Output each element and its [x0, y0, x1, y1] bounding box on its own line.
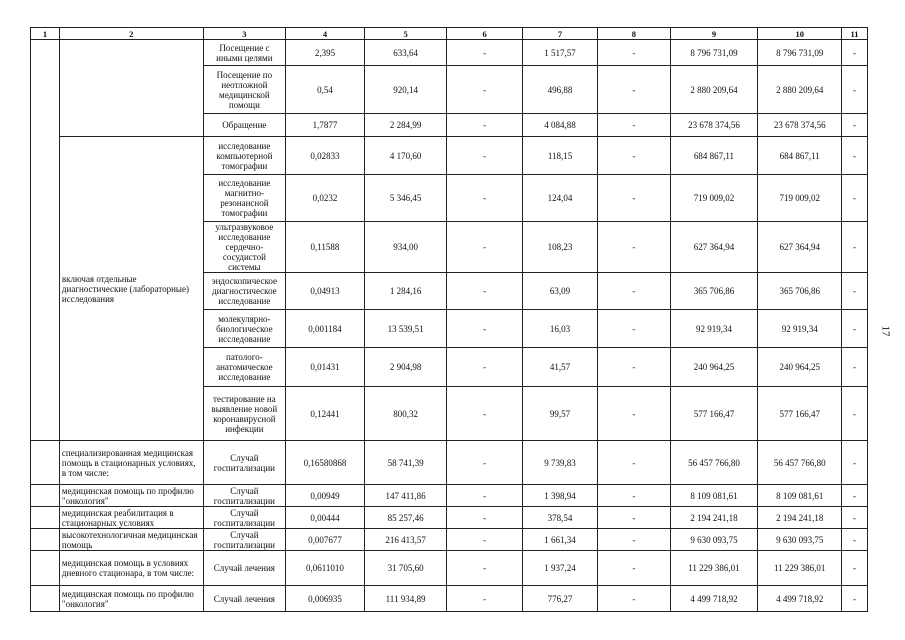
value-cell: 8 109 081,61	[758, 485, 842, 507]
value-cell: -	[447, 387, 522, 441]
value-cell: 365 706,86	[670, 273, 758, 310]
value-cell: -	[842, 485, 868, 507]
value-cell: -	[842, 348, 868, 387]
value-cell: 0,12441	[286, 387, 365, 441]
value-cell: 9 739,83	[522, 441, 597, 485]
value-cell: -	[842, 310, 868, 348]
value-cell: -	[598, 586, 670, 612]
value-cell: 2 194 241,18	[758, 507, 842, 529]
row-label-cell: включая отдельные диагностические (лабораторные) исследования	[59, 137, 203, 441]
value-cell: 627 364,94	[670, 222, 758, 273]
value-cell: 0,007677	[286, 529, 365, 551]
table-row	[31, 586, 868, 612]
value-cell: 577 166,47	[758, 387, 842, 441]
value-cell: -	[447, 586, 522, 612]
value-cell: 684 867,11	[758, 137, 842, 175]
value-cell: -	[842, 529, 868, 551]
column-header: 11	[842, 28, 868, 40]
value-cell: 8 109 081,61	[670, 485, 758, 507]
value-cell: 31 705,60	[364, 551, 447, 586]
unit-cell: молекулярно-биологическое исследование	[203, 310, 286, 348]
value-cell: -	[598, 507, 670, 529]
value-cell: 496,88	[522, 66, 597, 114]
row-number-cell	[31, 507, 60, 529]
value-cell: -	[598, 387, 670, 441]
unit-cell: Случай госпитализации	[203, 529, 286, 551]
value-cell: -	[598, 66, 670, 114]
value-cell: 216 413,57	[364, 529, 447, 551]
value-cell: 0,00444	[286, 507, 365, 529]
unit-cell: Посещение по неотложной медицинской помощи	[203, 66, 286, 114]
table-row	[31, 507, 868, 529]
value-cell: 9 630 093,75	[670, 529, 758, 551]
value-cell: -	[447, 114, 522, 137]
value-cell: -	[842, 507, 868, 529]
value-cell: -	[447, 507, 522, 529]
value-cell: 1 517,57	[522, 40, 597, 66]
value-cell: 4 499 718,92	[758, 586, 842, 612]
unit-cell: эндоскопическое диагностическое исследование	[203, 273, 286, 310]
value-cell: 111 934,89	[364, 586, 447, 612]
value-cell: 0,04913	[286, 273, 365, 310]
value-cell: 240 964,25	[670, 348, 758, 387]
value-cell: 4 084,88	[522, 114, 597, 137]
value-cell: 23 678 374,56	[670, 114, 758, 137]
column-header: 10	[758, 28, 842, 40]
value-cell: 0,001184	[286, 310, 365, 348]
value-cell: -	[447, 310, 522, 348]
value-cell: 0,16580868	[286, 441, 365, 485]
value-cell: -	[447, 66, 522, 114]
row-label-cell: медицинская помощь по профилю "онкология"	[59, 586, 203, 612]
column-header: 9	[670, 28, 758, 40]
value-cell: 1 284,16	[364, 273, 447, 310]
unit-cell: патолого-анатомическое исследование	[203, 348, 286, 387]
unit-cell: Случай лечения	[203, 551, 286, 586]
value-cell: -	[447, 175, 522, 222]
value-cell: -	[598, 348, 670, 387]
value-cell: 0,006935	[286, 586, 365, 612]
value-cell: 240 964,25	[758, 348, 842, 387]
value-cell: 2 880 209,64	[670, 66, 758, 114]
table-row	[31, 40, 868, 66]
row-number-cell	[31, 529, 60, 551]
value-cell: -	[842, 551, 868, 586]
value-cell: -	[598, 40, 670, 66]
value-cell: -	[598, 137, 670, 175]
row-label-cell: высокотехнологичная медицинская помощь	[59, 529, 203, 551]
value-cell: -	[842, 66, 868, 114]
table-row	[31, 485, 868, 507]
value-cell: -	[598, 485, 670, 507]
value-cell: 684 867,11	[670, 137, 758, 175]
column-header: 4	[286, 28, 365, 40]
value-cell: 11 229 386,01	[758, 551, 842, 586]
column-header: 1	[31, 28, 60, 40]
value-cell: -	[598, 175, 670, 222]
unit-cell: Случай госпитализации	[203, 485, 286, 507]
value-cell: 365 706,86	[758, 273, 842, 310]
value-cell: 776,27	[522, 586, 597, 612]
unit-cell: Случай госпитализации	[203, 507, 286, 529]
value-cell: -	[842, 441, 868, 485]
table-row	[31, 551, 868, 586]
value-cell: 1 937,24	[522, 551, 597, 586]
value-cell: -	[598, 222, 670, 273]
value-cell: 41,57	[522, 348, 597, 387]
value-cell: 56 457 766,80	[758, 441, 842, 485]
value-cell: -	[842, 40, 868, 66]
value-cell: 58 741,39	[364, 441, 447, 485]
value-cell: 920,14	[364, 66, 447, 114]
value-cell: -	[447, 348, 522, 387]
unit-cell: Случай лечения	[203, 586, 286, 612]
value-cell: 147 411,86	[364, 485, 447, 507]
value-cell: -	[598, 114, 670, 137]
unit-cell: Случай госпитализации	[203, 441, 286, 485]
column-header: 2	[59, 28, 203, 40]
row-label-cell: медицинская помощь в условиях дневного стационара, в том числе:	[59, 551, 203, 586]
value-cell: 4 170,60	[364, 137, 447, 175]
value-cell: -	[598, 551, 670, 586]
unit-cell: ультразвуковое исследование сердечно-сосудистой системы	[203, 222, 286, 273]
value-cell: 1 661,34	[522, 529, 597, 551]
value-cell: 1 398,94	[522, 485, 597, 507]
value-cell: 0,0232	[286, 175, 365, 222]
unit-cell: Обращение	[203, 114, 286, 137]
value-cell: -	[447, 273, 522, 310]
value-cell: -	[842, 175, 868, 222]
value-cell: -	[447, 529, 522, 551]
value-cell: 11 229 386,01	[670, 551, 758, 586]
table-row	[31, 529, 868, 551]
column-number-row	[31, 28, 868, 40]
row-label-cell: специализированная медицинская помощь в стационарных условиях, в том числе:	[59, 441, 203, 485]
value-cell: -	[598, 273, 670, 310]
value-cell: 1,7877	[286, 114, 365, 137]
value-cell: -	[842, 273, 868, 310]
value-cell: 16,03	[522, 310, 597, 348]
value-cell: 627 364,94	[758, 222, 842, 273]
value-cell: 0,11588	[286, 222, 365, 273]
row-number-cell	[31, 485, 60, 507]
unit-cell: тестирование на выявление новой коронавирусной инфекции	[203, 387, 286, 441]
value-cell: 92 919,34	[758, 310, 842, 348]
value-cell: 719 009,02	[670, 175, 758, 222]
value-cell: 92 919,34	[670, 310, 758, 348]
value-cell: -	[447, 441, 522, 485]
value-cell: -	[447, 222, 522, 273]
value-cell: 124,04	[522, 175, 597, 222]
row-label-cell: медицинская помощь по профилю "онкология"	[59, 485, 203, 507]
table-row	[31, 137, 868, 175]
value-cell: 9 630 093,75	[758, 529, 842, 551]
row-number-cell	[31, 40, 60, 441]
value-cell: 63,09	[522, 273, 597, 310]
value-cell: 85 257,46	[364, 507, 447, 529]
value-cell: 0,02833	[286, 137, 365, 175]
unit-cell: исследование компьютерной томографии	[203, 137, 286, 175]
table-row	[31, 441, 868, 485]
value-cell: -	[842, 114, 868, 137]
unit-cell: Посещение с иными целями	[203, 40, 286, 66]
value-cell: 108,23	[522, 222, 597, 273]
column-header: 3	[203, 28, 286, 40]
value-cell: 23 678 374,56	[758, 114, 842, 137]
value-cell: 4 499 718,92	[670, 586, 758, 612]
column-header: 6	[447, 28, 522, 40]
value-cell: 0,0611010	[286, 551, 365, 586]
value-cell: -	[842, 137, 868, 175]
row-number-cell	[31, 586, 60, 612]
value-cell: -	[598, 310, 670, 348]
value-cell: 577 166,47	[670, 387, 758, 441]
value-cell: -	[842, 586, 868, 612]
value-cell: 13 539,51	[364, 310, 447, 348]
value-cell: 56 457 766,80	[670, 441, 758, 485]
unit-cell: исследование магнитно-резонансной томографии	[203, 175, 286, 222]
row-label-cell	[59, 40, 203, 137]
value-cell: -	[447, 485, 522, 507]
value-cell: -	[447, 551, 522, 586]
value-cell: 633,64	[364, 40, 447, 66]
value-cell: 0,54	[286, 66, 365, 114]
row-number-cell	[31, 441, 60, 485]
value-cell: 2,395	[286, 40, 365, 66]
value-cell: 0,00949	[286, 485, 365, 507]
value-cell: -	[447, 40, 522, 66]
value-cell: 8 796 731,09	[758, 40, 842, 66]
value-cell: 118,15	[522, 137, 597, 175]
value-cell: -	[598, 529, 670, 551]
value-cell: -	[598, 441, 670, 485]
column-header: 5	[364, 28, 447, 40]
value-cell: 2 904,98	[364, 348, 447, 387]
value-cell: -	[842, 387, 868, 441]
value-cell: 5 346,45	[364, 175, 447, 222]
value-cell: 934,00	[364, 222, 447, 273]
column-header: 8	[598, 28, 670, 40]
column-header: 7	[522, 28, 597, 40]
tariff-table	[30, 27, 868, 612]
row-label-cell: медицинская реабилитация в стационарных условиях	[59, 507, 203, 529]
page-number: 17	[879, 325, 892, 337]
value-cell: -	[447, 137, 522, 175]
value-cell: 2 284,99	[364, 114, 447, 137]
value-cell: 2 194 241,18	[670, 507, 758, 529]
value-cell: 2 880 209,64	[758, 66, 842, 114]
value-cell: 0,01431	[286, 348, 365, 387]
value-cell: 800,32	[364, 387, 447, 441]
row-number-cell	[31, 551, 60, 586]
value-cell: 378,54	[522, 507, 597, 529]
value-cell: 719 009,02	[758, 175, 842, 222]
value-cell: 99,57	[522, 387, 597, 441]
value-cell: 8 796 731,09	[670, 40, 758, 66]
value-cell: -	[842, 222, 868, 273]
